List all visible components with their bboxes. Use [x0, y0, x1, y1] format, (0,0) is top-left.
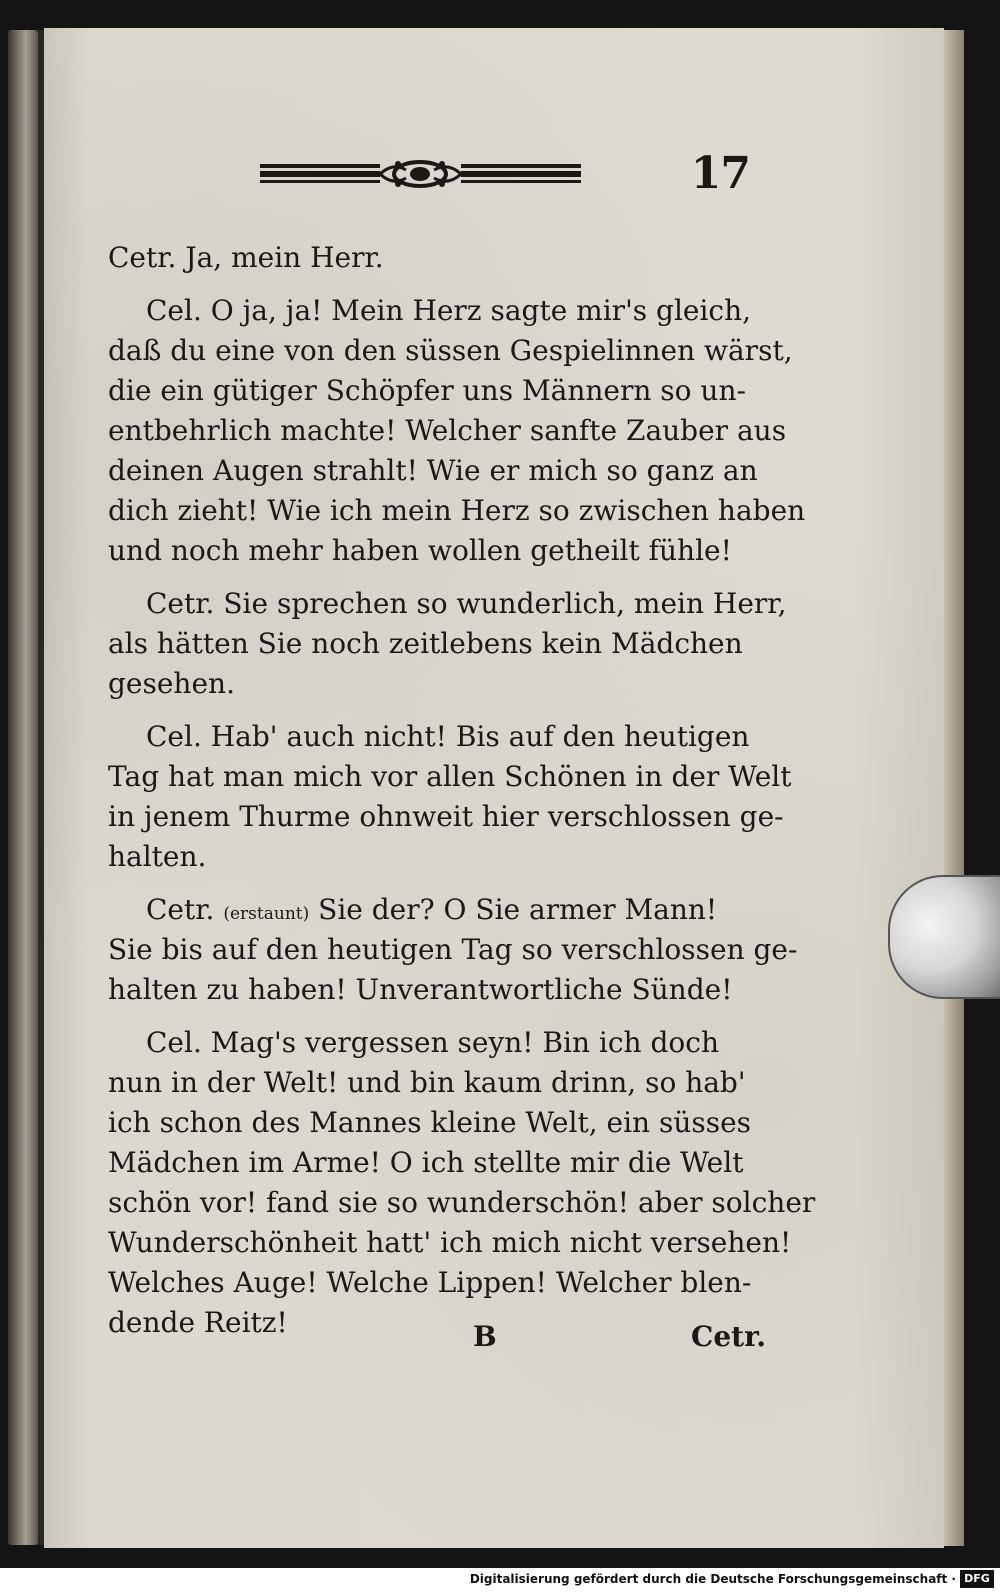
text-line: als hätten Sie noch zeitlebens kein Mädchen [108, 627, 743, 660]
text-line: ich schon des Mannes kleine Welt, ein süsses [108, 1106, 752, 1139]
text-line: entbehrlich machte! Welcher sanfte Zauber aus [108, 414, 787, 447]
text-line: schön vor! fand sie so wunderschön! aber solcher [108, 1186, 816, 1219]
stage-direction: (erstaunt) [223, 904, 310, 924]
text-line: Cel. Mag's vergessen seyn! Bin ich doch [146, 1026, 719, 1059]
speaker-prefix: Cetr. [146, 893, 224, 926]
text-line: deinen Augen strahlt! Wie er mich so ganz an [108, 454, 758, 487]
dfg-logo-icon: DFG [960, 1570, 994, 1588]
text-line: in jenem Thurme ohnweit hier verschlossen ge- [108, 800, 784, 833]
text-line: Welches Auge! Welche Lippen! Welcher blen- [108, 1266, 752, 1299]
text-line: Wunderschönheit hatt' ich mich nicht versehen! [108, 1226, 792, 1259]
text-line: dich zieht! Wie ich mein Herz so zwischen haben [108, 494, 806, 527]
text-line: Sie bis auf den heutigen Tag so verschlossen ge- [108, 933, 798, 966]
text-line: daß du eine von den süssen Gespielinnen wärst, [108, 334, 793, 367]
paragraph [108, 291, 806, 571]
text-line: halten. [108, 840, 207, 873]
paragraph [108, 238, 768, 278]
text-line: Cetr. Ja, mein Herr. [108, 241, 384, 274]
text-line: die ein gütiger Schöpfer uns Männern so un- [108, 374, 746, 407]
text-line: Cel. Hab' auch nicht! Bis auf den heutigen [146, 720, 750, 753]
text-line: nun in der Welt! und bin kaum drinn, so hab' [108, 1066, 746, 1099]
paragraph [108, 890, 798, 1010]
left-page-edge [8, 30, 38, 1545]
text-line: und noch mehr haben wollen getheilt fühle! [108, 534, 732, 567]
text-line: Cetr. Sie sprechen so wunderlich, mein Herr, [146, 587, 787, 620]
catchword: Cetr. [691, 1320, 766, 1353]
text-line: halten zu haben! Unverantwortliche Sünde! [108, 973, 733, 1006]
text-line [108, 890, 768, 930]
right-page-stack-edge [944, 30, 964, 1546]
page-clip-tab [888, 875, 1000, 999]
signature-mark: B [473, 1320, 497, 1353]
line-continuation: Sie der? O Sie armer Mann! [309, 893, 718, 926]
text-line: dende Reitz! [108, 1306, 288, 1339]
paragraph [108, 717, 792, 877]
text-line: Cel. O ja, ja! Mein Herz sagte mir's gleich, [146, 294, 752, 327]
digitization-credit: Digitalisierung gefördert durch die Deutsche Forschungsgemeinschaft · [469, 1572, 956, 1586]
page-number: 17 [690, 148, 750, 199]
text-line: gesehen. [108, 667, 235, 700]
ornament-headpiece-icon [258, 156, 583, 192]
paragraph [108, 584, 787, 704]
main-text [108, 238, 816, 1356]
paragraph [108, 1023, 816, 1343]
text-line: Mädchen im Arme! O ich stellte mir die Welt [108, 1146, 744, 1179]
text-line: Tag hat man mich vor allen Schönen in der Welt [108, 760, 792, 793]
